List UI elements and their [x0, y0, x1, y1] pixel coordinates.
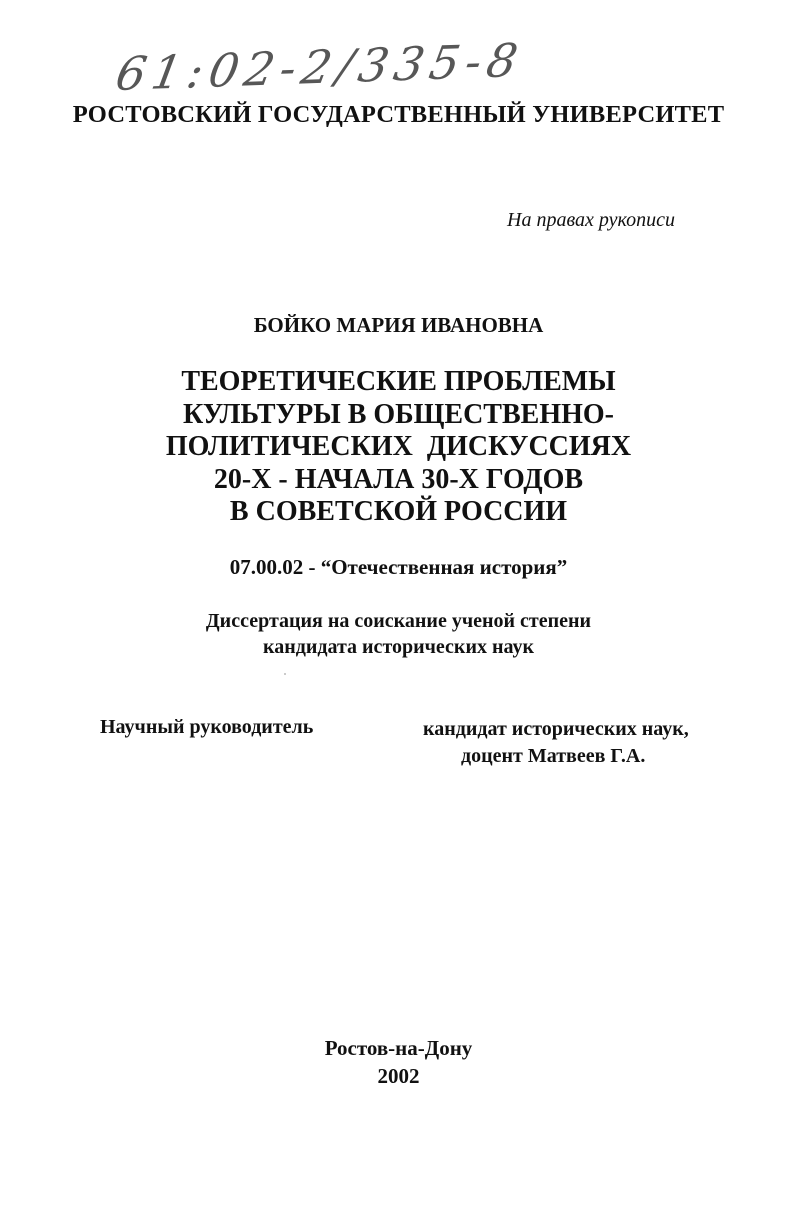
specialty-code: 07.00.02 - “Отечественная история”	[229, 555, 568, 579]
supervisor-title: кандидат исторических наук,	[423, 718, 689, 740]
title-line: 20-Х - НАЧАЛА 30-Х ГОДОВ	[213, 463, 584, 495]
degree-statement	[0, 608, 797, 660]
title-line: ТЕОРЕТИЧЕСКИЕ ПРОБЛЕМЫ	[181, 366, 616, 397]
title-line: ПОЛИТИЧЕСКИХ ДИСКУССИЯХ	[165, 431, 632, 462]
supervisor-name: доцент Матвеев Г.А.	[461, 745, 646, 767]
title-line: КУЛЬТУРЫ В ОБЩЕСТВЕННО-	[183, 398, 614, 430]
dissertation-title	[0, 366, 797, 529]
scan-speck	[284, 673, 286, 675]
degree-line: кандидата исторических наук	[262, 636, 534, 658]
university-name: РОСТОВСКИЙ ГОСУДАРСТВЕННЫЙ УНИВЕРСИТЕТ	[72, 101, 725, 128]
author-name: БОЙКО МАРИЯ ИВАНОВНА	[253, 313, 544, 337]
handwritten-code-text: 61:02-2/335-8	[111, 32, 528, 102]
year: 2002	[377, 1064, 420, 1088]
city: Ростов-на-Дону	[324, 1036, 473, 1060]
supervisor-label: Научный руководитель	[100, 716, 314, 738]
degree-line: Диссертация на соискание ученой степени	[205, 610, 592, 632]
manuscript-note: На правах рукописи	[507, 209, 675, 231]
supervisor-info	[423, 716, 689, 770]
title-line: В СОВЕТСКОЙ РОССИИ	[229, 496, 568, 527]
handwritten-archive-code	[111, 32, 528, 110]
